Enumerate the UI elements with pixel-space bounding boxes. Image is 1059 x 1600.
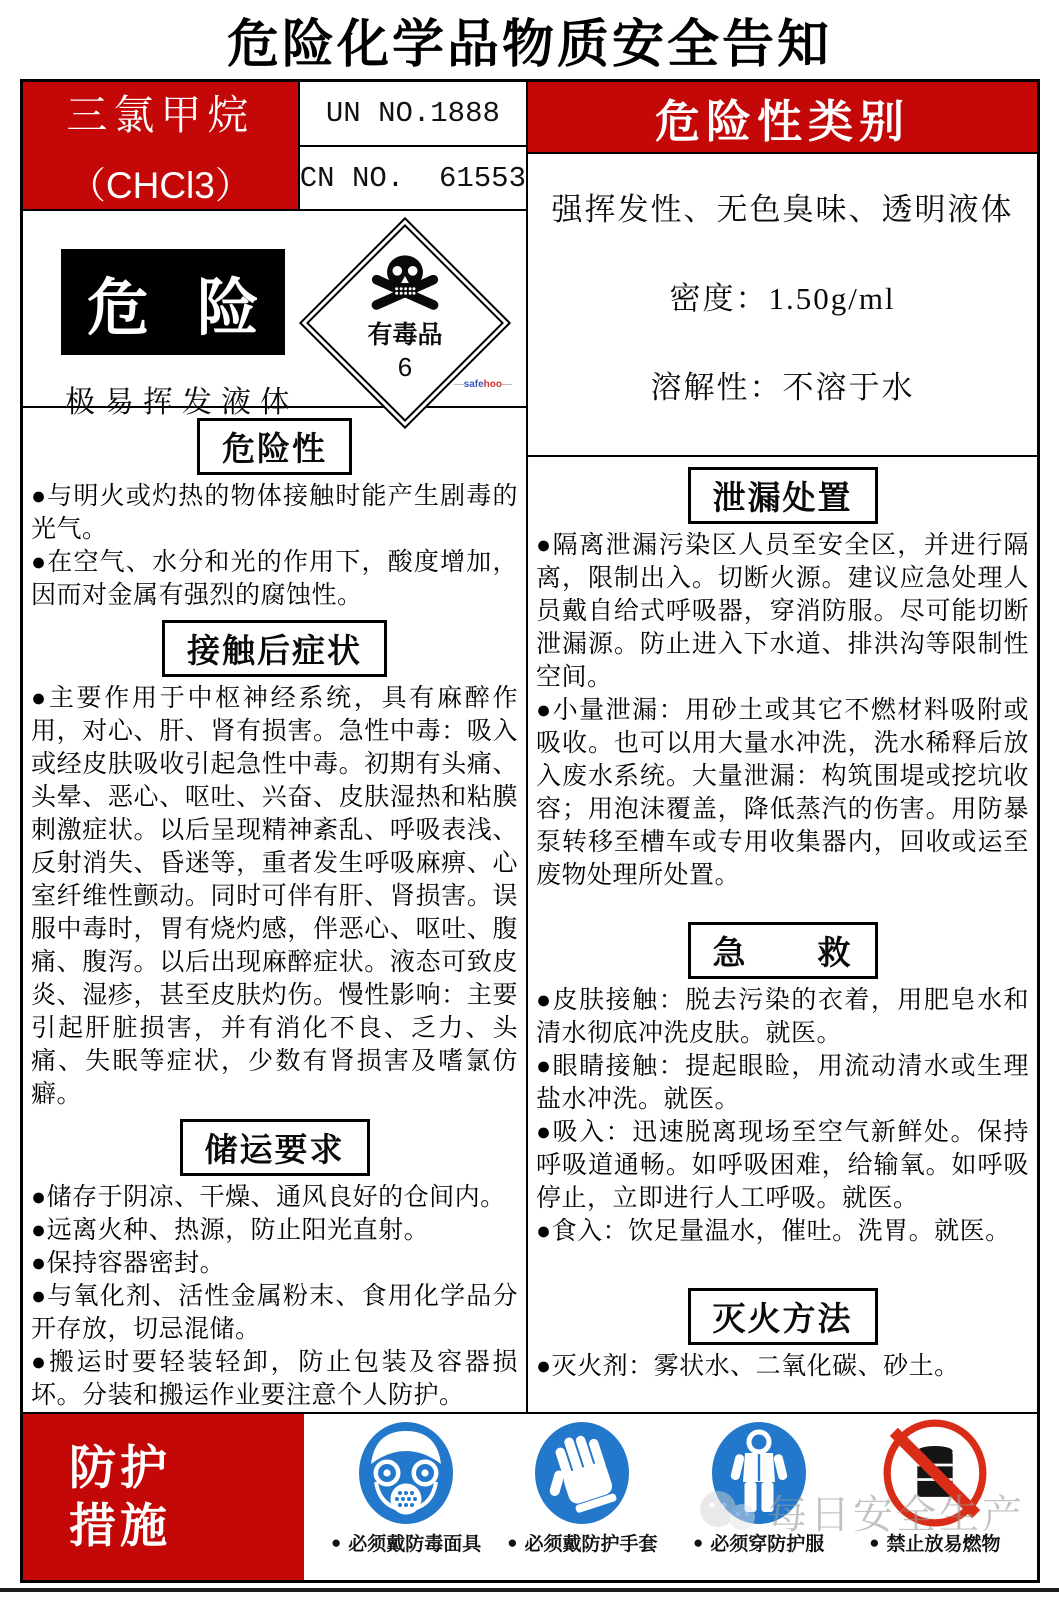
cn-number: CN NO. 61553 — [299, 161, 526, 195]
bullet-paragraph: ●远离火种、热源，防止阳光直射。 — [31, 1217, 430, 1244]
bullet-paragraph: ●与明火或灼热的物体接触时能产生剧毒的光气。 — [31, 483, 518, 543]
left-sections — [23, 408, 526, 1412]
danger-word-char: 危 — [87, 273, 150, 343]
section-title-symptoms: 接触后症状 — [162, 620, 387, 677]
hazard-category-header: 危险性类别 — [528, 82, 1037, 154]
no-flammables-icon — [883, 1420, 987, 1526]
placard-class-number: 6 — [397, 352, 413, 383]
ppe-bullet: ● — [330, 1532, 342, 1552]
property-density: 密度：1.50g/ml — [669, 281, 896, 316]
ppe-item-suit — [675, 1420, 843, 1556]
section-title-leak: 泄漏处置 — [688, 467, 878, 524]
protection-row — [23, 1412, 1037, 1580]
bullet-paragraph: ●小量泄漏：用砂土或其它不燃材料吸附或吸收。也可以用大量水冲洗，洗水稀释后放入废水系统。大量泄漏：构筑围堤或挖坑收容；用泡沫覆盖，降低蒸汽的伤害。用防暴泵转移至槽车或专用收集器内，回收或运至废物处理所处置。 — [536, 697, 1029, 889]
toxic-placard — [299, 217, 511, 429]
section-title-first-aid: 急 救 — [688, 922, 878, 979]
bullet-paragraph: ●隔离泄漏污染区人员至安全区，并进行隔离，限制出入。切断火源。建议应急处理人员戴自给式呼吸器，穿消防服。尽可能切断泄漏源。防止进入下水道、排洪沟等限制性空间。 — [536, 532, 1029, 691]
left-column — [23, 82, 528, 1412]
skull-crossbones-icon — [366, 249, 444, 317]
section-title-storage: 储运要求 — [180, 1119, 370, 1176]
ppe-label: ● 必须戴防护手套 — [507, 1532, 658, 1555]
ppe-label: ● 必须穿防护服 — [692, 1532, 825, 1555]
watermark-safehoo: —safehoo— — [453, 379, 512, 390]
bullet-paragraph: ●搬运时要轻装轻卸，防止包装及容器损坏。分装和搬运作业要注意个人防护。 — [31, 1349, 518, 1409]
ppe-item-gloves — [498, 1420, 666, 1556]
right-column — [528, 82, 1037, 1412]
bullet-paragraph: ●皮肤接触：脱去污染的衣着，用肥皂水和清水彻底冲洗皮肤。就医。 — [536, 987, 1029, 1047]
bullet-paragraph: ●眼睛接触：提起眼睑，用流动清水或生理盐水冲洗。就医。 — [536, 1053, 1029, 1113]
protection-label-line: 措施 — [69, 1499, 171, 1552]
section-title-hazards: 危险性 — [197, 418, 352, 475]
placard-content — [299, 217, 511, 429]
section-title-fire-fighting: 灭火方法 — [688, 1288, 878, 1345]
protection-label-line: 防护 — [69, 1441, 171, 1495]
protective-gloves-icon — [532, 1420, 632, 1526]
watermark-daily-safety: 每日安全生产 — [697, 1483, 1025, 1540]
chemical-name: 三氯甲烷 — [66, 92, 255, 139]
bullet-paragraph: ●灭火剂：雾状水、二氧化碳、砂土。 — [536, 1353, 960, 1380]
pictogram-cell — [23, 211, 526, 420]
danger-note: 极易挥发液体 — [65, 386, 299, 420]
danger-word-char: 险 — [196, 273, 259, 343]
ppe-bullet: ● — [507, 1532, 518, 1552]
properties-cell — [528, 154, 1037, 457]
protection-measures-cell — [23, 1414, 304, 1580]
main-row — [23, 82, 1037, 1412]
bullet-paragraph: ●在空气、水分和光的作用下，酸度增加，因而对金属有强烈的腐蚀性。 — [31, 549, 518, 609]
chemical-name-cell — [23, 82, 300, 209]
ppe-item-no-flammables — [851, 1420, 1019, 1556]
property-solubility: 溶解性：不溶于水 — [650, 370, 915, 405]
identity-row — [23, 82, 526, 211]
ppe-label: ● 必须戴防毒面具 — [330, 1532, 482, 1555]
bullet-paragraph: ●吸入：迅速脱离现场至空气新鲜处。保持呼吸道通畅。如呼吸困难，给输氧。如呼吸停止，立即进行人工呼吸。就医。 — [536, 1119, 1029, 1212]
bullet-paragraph: ●保持容器密封。 — [31, 1250, 226, 1277]
un-cn-cells — [300, 82, 526, 209]
gas-mask-icon — [356, 1420, 456, 1526]
danger-signal-box — [61, 249, 285, 355]
bullet-paragraph: ●与氧化剂、活性金属粉末、食用化学品分开存放，切忌混储。 — [31, 1283, 518, 1343]
right-sections — [528, 457, 1037, 1412]
page-title: 危险化学品物质安全告知 — [226, 16, 832, 74]
notice-table — [20, 79, 1040, 1583]
ppe-label: ● 禁止放易燃物 — [869, 1532, 1001, 1555]
bottom-divider — [0, 1588, 1059, 1592]
ppe-bullet: ● — [692, 1532, 704, 1552]
bullet-paragraph: ●主要作用于中枢神经系统，具有麻醉作用，对心、肝、肾有损害。急性中毒：吸入或经皮肤吸收引起急性中毒。初期有头痛、头晕、恶心、呕吐、兴奋、皮肤湿热和粘膜刺激症状。以后呈现精神紊乱、呼吸表浅、反射消失、昏迷等，重者发生呼吸麻痹、心室纤维性颤动。同时可伴有肝、肾损害。误服中毒时，胃有烧灼感，伴恶心、呕吐、腹痛、腹泻。以后出现麻醉症状。液态可致皮炎、湿疹，甚至皮肤灼伤。慢性影响：主要引起肝脏损害，并有消化不良、乏力、头痛、失眠等症状，少数有肾损害及嗜氯仿癖。 — [31, 685, 518, 1108]
property-volatility: 强挥发性、无色臭味、透明液体 — [551, 192, 1014, 227]
bullet-paragraph: ●食入：饮足量温水，催吐。洗胃。就医。 — [536, 1218, 1011, 1245]
ppe-icons-area — [304, 1414, 1037, 1580]
ppe-bullet: ● — [869, 1532, 880, 1552]
protective-suit-icon — [709, 1420, 809, 1526]
ppe-item-gas-mask — [322, 1420, 490, 1556]
placard-label: 有毒品 — [367, 321, 443, 350]
chemical-formula: （CHCl3） — [68, 165, 252, 207]
un-number: UN NO.1888 — [300, 82, 526, 147]
bullet-paragraph: ●储存于阴凉、干燥、通风良好的仓间内。 — [31, 1184, 506, 1211]
